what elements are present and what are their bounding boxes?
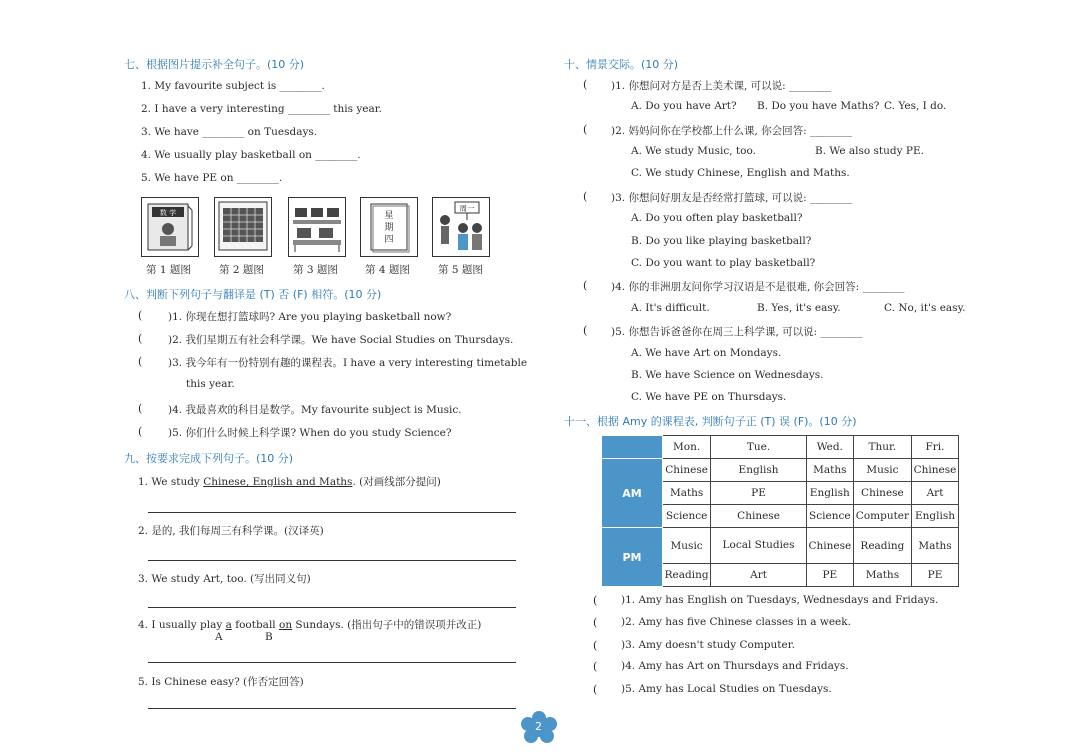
s9-q4-mark-a: A [215,631,223,643]
day-fri: Fri. [912,436,959,459]
cell: Maths [853,564,911,587]
day-thur: Thur. [853,436,911,459]
s10-q3: )3. 你想问好朋友是否经常打篮球, 可以说: ________ [611,192,853,204]
s10-q4: )4. 你的非洲朋友问你学习汉语是不是很难, 你会回答: ________ [611,281,905,293]
s11-paren-3: ( [593,639,598,652]
s11-item-1: )1. Amy has English on Tuesdays, Wednesdays and Fridays. [621,594,939,606]
s7-item-1: 1. My favourite subject is ________. [141,80,325,92]
s8-item-5: )5. 你们什么时候上科学课? When do you study Science? [168,427,452,439]
page-number-badge [519,710,559,744]
s10-q5-opt-c: C. We have PE on Thursdays. [631,391,787,403]
pm-label: PM [602,528,663,587]
caption-4: 第 4 题图 [365,264,410,276]
cell: Art [711,564,807,587]
s8-item-4: )4. 我最喜欢的科目是数学。My favourite subject is Music. [168,404,462,416]
s8-item-3-cont: this year. [186,378,235,390]
book-title-text: 数 学 [159,209,177,217]
timetable-header-row [602,436,959,459]
picture-calendar [360,197,418,257]
s8-item-1: )1. 你现在想打篮球吗? Are you playing basketball now? [168,311,452,323]
answer-line-3[interactable] [148,607,516,608]
answer-line-5[interactable] [148,708,516,709]
s10-q5-opt-a: A. We have Art on Mondays. [631,347,782,359]
cell: Maths [663,482,711,505]
s10-q1-opt-b: B. Do you have Maths? [757,100,880,112]
day-mon: Mon. [663,436,711,459]
s10-q1-opt-c: C. Yes, I do. [884,100,947,112]
cell: Art [912,482,959,505]
cell: Maths [912,528,959,564]
calendar-text-3: 四 [384,235,394,245]
s11-paren-4: ( [593,660,598,673]
timetable-corner [602,436,663,459]
s8-paren-2: ( [138,332,143,345]
s10-q2-opt-b: B. We also study PE. [815,145,924,157]
cell: Chinese [711,505,807,528]
s7-item-5: 5. We have PE on ________. [141,172,283,184]
cell: Science [663,505,711,528]
cell: Science [806,505,853,528]
s9-q4-mark-b: B [265,631,273,643]
s10-q4-opt-c: C. No, it's easy. [884,302,966,314]
amy-timetable [601,435,959,587]
s10-q2-opt-c: C. We study Chinese, English and Maths. [631,167,850,179]
s9-q4: 4. I usually play a football on Sundays. (指出句子中的错误项并改正) [138,619,482,631]
calendar-text-2: 期 [384,223,394,233]
s10-q2: )2. 妈妈问你在学校都上什么课, 你会回答: ________ [611,125,853,137]
s8-item-3: )3. 我今年有一份特别有趣的课程表。I have a very interesting timetable [168,357,528,369]
cell: PE [912,564,959,587]
s8-paren-3: ( [138,355,143,368]
cell: Chinese [806,528,853,564]
picture-math-book [141,197,199,257]
s10-q2-opt-a: A. We study Music, too. [631,145,756,157]
cell: PE [711,482,807,505]
s9-q5: 5. Is Chinese easy? (作否定回答) [138,676,304,688]
s11-paren-2: ( [593,616,598,629]
section11-title: 十一、根据 Amy 的课程表, 判断句子正 (T) 误 (F)。(10 分) [564,415,857,428]
answer-line-2[interactable] [148,560,516,561]
section8-title: 八、判断下列句子与翻译是 (T) 否 (F) 相符。(10 分) [124,288,382,301]
cell: Chinese [663,459,711,482]
section9-title: 九、按要求完成下列句子。(10 分) [124,452,294,465]
s10-q1-opt-a: A. Do you have Art? [631,100,737,112]
cell: Local Studies [711,528,807,564]
cell: Maths [806,459,853,482]
caption-3: 第 3 题图 [293,264,338,276]
cell: English [711,459,807,482]
s8-paren-1: ( [138,309,143,322]
s10-paren-4: ( [583,279,588,292]
answer-line-4[interactable] [148,662,516,663]
s9-q2: 2. 是的, 我们每周三有科学课。(汉译英) [138,525,324,537]
cell: Computer [853,505,911,528]
calendar-text-1: 星 [384,211,394,221]
answer-line-1[interactable] [148,512,516,513]
day-tue: Tue. [711,436,807,459]
s8-item-2: )2. 我们星期五有社会科学课。We have Social Studies on Thursdays. [168,334,514,346]
s9-q1: 1. We study Chinese, English and Maths. (对画线部分提问) [138,476,441,488]
caption-5: 第 5 题图 [438,264,483,276]
cell: Music [853,459,911,482]
section7-title: 七、根据图片提示补全句子。(10 分) [124,58,305,71]
s10-q5-opt-b: B. We have Science on Wednesdays. [631,369,824,381]
s11-paren-5: ( [593,683,598,696]
s11-paren-1: ( [593,594,598,607]
s7-item-2: 2. I have a very interesting ________ this year. [141,103,382,115]
cell: English [806,482,853,505]
s10-q4-opt-b: B. Yes, it's easy. [757,302,841,314]
cell: Reading [663,564,711,587]
section10-title: 十、情景交际。(10 分) [564,58,679,71]
cell: Chinese [912,459,959,482]
s10-paren-5: ( [583,324,588,337]
picture-monday-sign [432,197,490,257]
caption-1: 第 1 题图 [146,264,191,276]
page-number: 2 [535,720,542,733]
s10-paren-3: ( [583,190,588,203]
s10-paren-1: ( [583,78,588,91]
s10-q3-opt-b: B. Do you like playing basketball? [631,235,812,247]
cell: Chinese [853,482,911,505]
cell: English [912,505,959,528]
s10-q1: )1. 你想问对方是否上美术课, 可以说: ________ [611,80,832,92]
picture-timetable [214,197,272,257]
s10-q4-opt-a: A. It's difficult. [631,302,710,314]
am-label: AM [602,459,663,528]
s10-q5: )5. 你想告诉爸爸你在周三上科学课, 可以说: ________ [611,326,863,338]
cell: PE [806,564,853,587]
s7-item-3: 3. We have ________ on Tuesdays. [141,126,318,138]
s11-item-4: )4. Amy has Art on Thursdays and Fridays. [621,660,849,672]
s8-paren-5: ( [138,425,143,438]
sign-text: 周一 [459,204,475,213]
caption-2: 第 2 题图 [219,264,264,276]
s10-q3-opt-c: C. Do you want to play basketball? [631,257,816,269]
s7-item-4: 4. We usually play basketball on ________. [141,149,361,161]
s9-q3: 3. We study Art, too. (写出同义句) [138,573,311,585]
cell: Music [663,528,711,564]
s8-paren-4: ( [138,402,143,415]
s11-item-2: )2. Amy has five Chinese classes in a week. [621,616,851,628]
pm-row-1 [602,528,959,564]
day-wed: Wed. [806,436,853,459]
s11-item-3: )3. Amy doesn't study Computer. [621,639,795,651]
am-row-1 [602,459,959,482]
cell: Reading [853,528,911,564]
s10-paren-2: ( [583,123,588,136]
picture-computer-room [288,197,346,257]
s11-item-5: )5. Amy has Local Studies on Tuesdays. [621,683,832,695]
s10-q3-opt-a: A. Do you often play basketball? [631,212,803,224]
